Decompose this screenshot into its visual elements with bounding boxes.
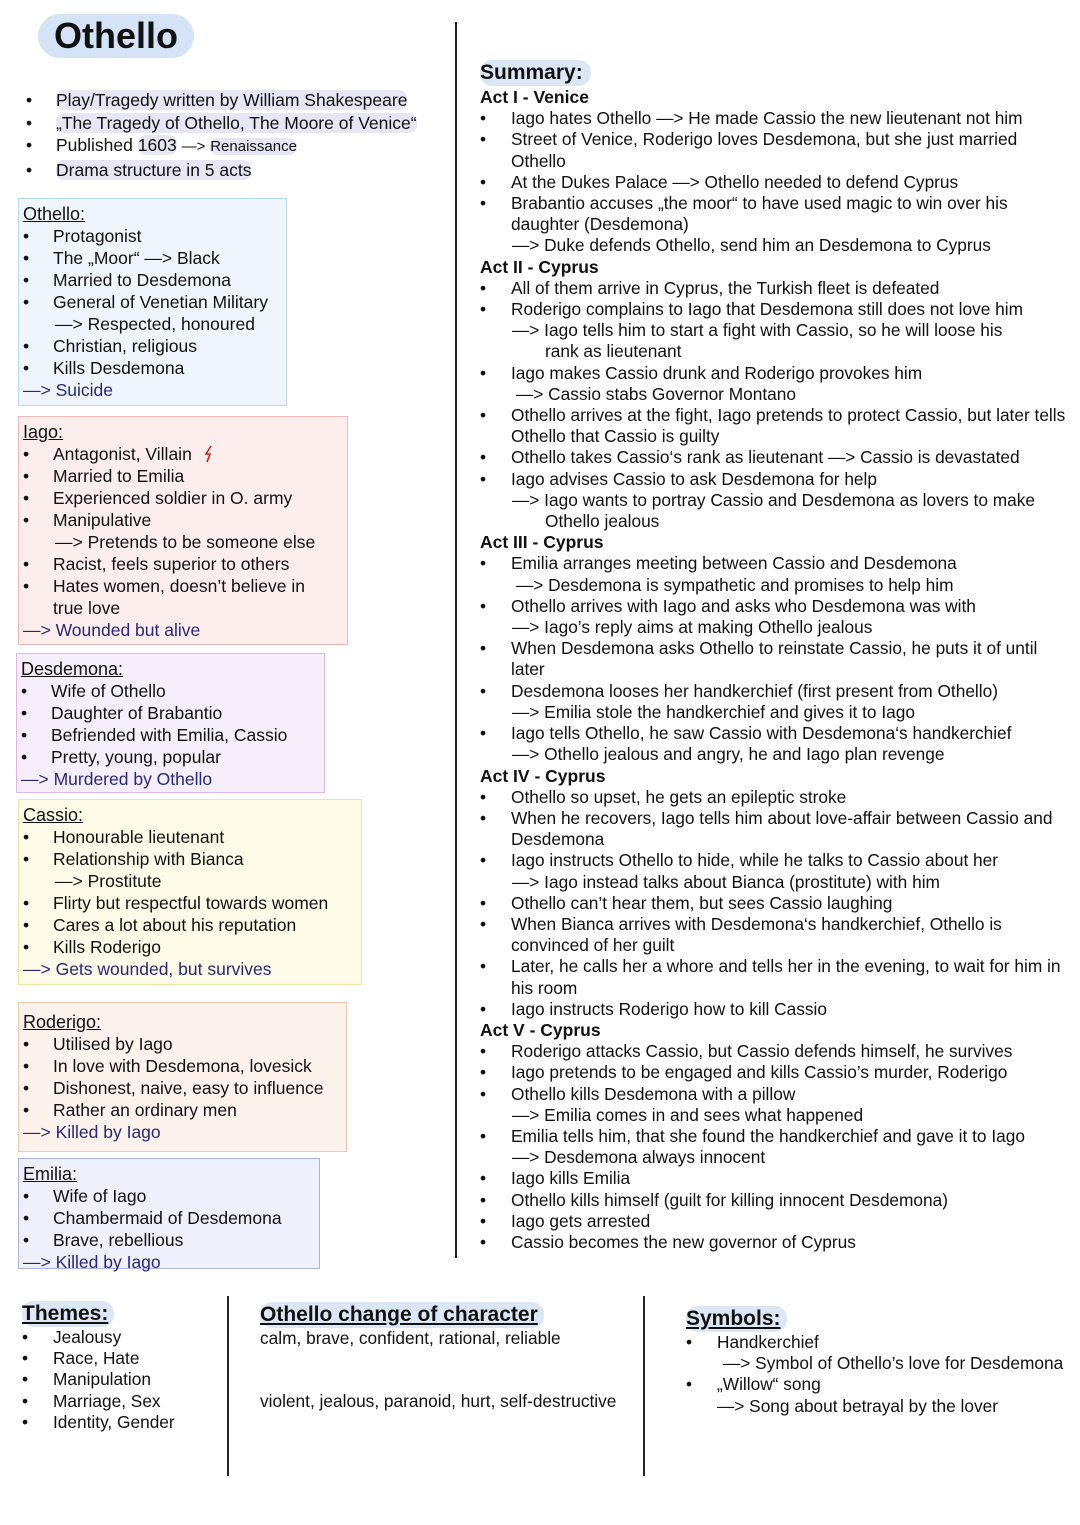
symbols-section: [686, 1306, 1076, 1417]
list-item: • When Desdemona asks Othello to reinstate Cassio, he puts it of until later: [480, 638, 1070, 680]
change-before: calm, brave, confident, rational, reliable: [260, 1328, 561, 1348]
published-label: Published: [56, 135, 133, 155]
list-item: • All of them arrive in Cyprus, the Turkish fleet is defeated: [480, 278, 1070, 299]
list-item: • Married to Emilia: [23, 465, 343, 487]
character-fate: —> Gets wounded, but survives: [23, 959, 272, 979]
list-item: • Racist, feels superior to others: [23, 553, 343, 575]
list-item: • Rather an ordinary men: [23, 1099, 342, 1121]
list-item: • Manipulation: [22, 1369, 222, 1390]
list-item: • Antagonist, Villain: [23, 443, 343, 465]
list-item: • Jealousy: [22, 1327, 222, 1348]
list-item: • Iago pretends to be engaged and kills Cassio’s murder, Roderigo: [480, 1062, 1070, 1083]
list-item: • Othello arrives at the fight, Iago pretends to protect Cassio, but later tells Othello that Cassio is guilty: [480, 405, 1070, 447]
list-item: • Honourable lieutenant: [23, 826, 357, 848]
list-item: • Iago instructs Othello to hide, while he talks to Cassio about her: [480, 850, 1070, 871]
list-item: • Iago kills Emilia: [480, 1168, 1070, 1189]
character-name: Roderigo:: [23, 1012, 102, 1032]
list-item: • Emilia arranges meeting between Cassio and Desdemona: [480, 553, 1070, 574]
list-subitem: —> Emilia stole the handkerchief and gives it to Iago: [512, 701, 915, 722]
list-item: • „Willow“ song: [686, 1374, 1076, 1395]
list-subitem: —> Desdemona always innocent: [512, 1147, 766, 1168]
list-item: • Manipulative: [23, 509, 343, 531]
act-title: Act IV - Cyprus: [480, 765, 606, 786]
list-subitem: —> Duke defends Othello, send him an Desdemona to Cyprus: [512, 235, 991, 256]
list-item: • Cares a lot about his reputation: [23, 914, 357, 936]
list-item: • Kills Roderigo: [23, 936, 357, 958]
list-item: • When he recovers, Iago tells him about love-affair between Cassio and Desdemona: [480, 808, 1070, 850]
list-item: • Brave, rebellious: [23, 1229, 315, 1251]
list-item: • Wife of Othello: [21, 680, 320, 702]
character-card-othello: [18, 198, 287, 406]
change-section: [260, 1302, 640, 1412]
list-item: • Play/Tragedy written by William Shakespeare: [26, 89, 446, 112]
list-item: • Othello takes Cassio‘s rank as lieutenant —> Cassio is devastated: [480, 447, 1070, 468]
list-item: • In love with Desdemona, lovesick: [23, 1055, 342, 1077]
act-title: Act V - Cyprus: [480, 1019, 601, 1040]
list-item: • Race, Hate: [22, 1348, 222, 1369]
act-title: Act I - Venice: [480, 87, 589, 107]
published-era: Renaissance: [210, 138, 297, 155]
page-title: Othello: [38, 14, 194, 58]
list-item: • Pretty, young, popular: [21, 746, 320, 768]
list-item: • Flirty but respectful towards women: [23, 892, 357, 914]
list-item: • Othello kills Desdemona with a pillow: [480, 1084, 1070, 1105]
list-item: • Identity, Gender: [22, 1412, 222, 1433]
list-subitem: —> Symbol of Othello’s love for Desdemona: [723, 1353, 1064, 1374]
character-fate: —> Killed by Iago: [23, 1252, 161, 1272]
symbols-heading: Symbols:: [686, 1306, 787, 1332]
character-fate: —> Wounded but alive: [23, 620, 201, 640]
list-subitem: rank as lieutenant: [545, 341, 682, 362]
list-item: • Dishonest, naive, easy to influence: [23, 1077, 342, 1099]
list-subitem: —> Iago tells him to start a fight with Cassio, so he will loose his: [512, 320, 1003, 341]
themes-section: [22, 1301, 222, 1433]
list-subitem: —> Iago’s reply aims at making Othello jealous: [512, 617, 873, 638]
list-item: • Marriage, Sex: [22, 1391, 222, 1412]
list-item: • General of Venetian Military: [23, 291, 282, 313]
published-year: 1603: [137, 135, 177, 155]
list-item: • Experienced soldier in O. army: [23, 487, 343, 509]
list-item: • Othello can’t hear them, but sees Cassio laughing: [480, 893, 1070, 914]
list-item: • Brabantio accuses „the moor“ to have used magic to win over his daughter (Desdemona): [480, 193, 1070, 235]
character-name: Iago:: [23, 422, 64, 442]
list-item: • Iago hates Othello —> He made Cassio the new lieutenant not him: [480, 108, 1070, 129]
list-item: • Daughter of Brabantio: [21, 702, 320, 724]
list-item: • Chambermaid of Desdemona: [23, 1207, 315, 1229]
list-subitem: —> Pretends to be someone else: [55, 532, 316, 552]
list-item: • Iago advises Cassio to ask Desdemona for help: [480, 469, 1070, 490]
summary-heading: Summary:: [480, 60, 591, 86]
character-name: Othello:: [23, 204, 86, 224]
list-item: • Drama structure in 5 acts: [26, 159, 446, 182]
character-card-emilia: [18, 1158, 320, 1272]
list-item: • The „Moor“ —> Black: [23, 247, 282, 269]
column-divider: [227, 1296, 229, 1476]
character-card-iago: [18, 416, 348, 645]
list-subitem: —> Cassio stabs Governor Montano: [516, 383, 796, 404]
list-item: • „The Tragedy of Othello, The Moore of Venice“: [26, 112, 446, 135]
change-heading: Othello change of character: [260, 1302, 544, 1328]
character-fate: —> Murdered by Othello: [21, 769, 213, 789]
act-title: Act II - Cyprus: [480, 256, 599, 277]
list-subitem: Othello jealous: [545, 511, 660, 532]
list-item: • Hates women, doesn’t believe in: [23, 575, 343, 597]
list-subitem: —> Prostitute: [55, 871, 162, 891]
summary-section: [480, 60, 1070, 1253]
list-subitem: —> Iago wants to portray Cassio and Desdemona as lovers to make: [512, 489, 1036, 510]
character-name: Desdemona:: [21, 659, 124, 679]
intro-list: [26, 89, 446, 181]
list-item: • Othello arrives with Iago and asks who Desdemona was with: [480, 596, 1070, 617]
act-title: Act III - Cyprus: [480, 532, 604, 553]
character-name: Cassio:: [23, 805, 84, 825]
character-card-desdemona: [16, 653, 325, 793]
list-item: • Street of Venice, Roderigo loves Desdemona, but she just married Othello: [480, 129, 1070, 171]
list-item: • Later, he calls her a whore and tells her in the evening, to wait for him in his room: [480, 956, 1070, 998]
list-item: • Roderigo attacks Cassio, but Cassio defends himself, he survives: [480, 1041, 1070, 1062]
list-item: • Wife of Iago: [23, 1185, 315, 1207]
list-item: • Befriended with Emilia, Cassio: [21, 724, 320, 746]
column-divider: [643, 1296, 645, 1476]
character-card-roderigo: [18, 1002, 347, 1152]
list-item: • Kills Desdemona: [23, 357, 282, 379]
lightning-icon: [203, 445, 215, 463]
list-item: • At the Dukes Palace —> Othello needed to defend Cyprus: [480, 172, 1070, 193]
list-item: • Iago tells Othello, he saw Cassio with Desdemona‘s handkerchief: [480, 723, 1070, 744]
change-after: violent, jealous, paranoid, hurt, self-destructive: [260, 1391, 617, 1412]
list-item-continuation: true love: [53, 598, 121, 618]
list-item: • Cassio becomes the new governor of Cyprus: [480, 1232, 1070, 1253]
list-item: • Iago makes Cassio drunk and Roderigo provokes him: [480, 363, 1070, 384]
list-item: • Handkerchief: [686, 1332, 1076, 1353]
list-subitem: —> Emilia comes in and sees what happened: [512, 1104, 864, 1125]
list-item: • Othello kills himself (guilt for killing innocent Desdemona): [480, 1190, 1070, 1211]
list-item: • Desdemona looses her handkerchief (first present from Othello): [480, 681, 1070, 702]
character-card-cassio: [18, 799, 362, 985]
list-item: • Published 1603 —> Renaissance: [26, 134, 446, 159]
character-fate: —> Killed by Iago: [23, 1122, 161, 1142]
list-item: • Roderigo complains to Iago that Desdemona still does not love him: [480, 299, 1070, 320]
list-item: • Emilia tells him, that she found the handkerchief and gave it to Iago: [480, 1126, 1070, 1147]
list-subitem: —> Othello jealous and angry, he and Iago plan revenge: [512, 744, 945, 765]
character-name: Emilia:: [23, 1164, 78, 1184]
list-item: • Iago instructs Roderigo how to kill Cassio: [480, 999, 1070, 1020]
list-item: • Othello so upset, he gets an epileptic stroke: [480, 787, 1070, 808]
list-item: • Relationship with Bianca: [23, 848, 357, 870]
list-subitem: —> Desdemona is sympathetic and promises to help him: [516, 574, 954, 595]
list-item: • Christian, religious: [23, 335, 282, 357]
list-subitem: —> Iago instead talks about Bianca (prostitute) with him: [512, 871, 940, 892]
list-item: • Iago gets arrested: [480, 1211, 1070, 1232]
list-subitem: —> Respected, honoured: [55, 314, 255, 334]
themes-heading: Themes:: [22, 1301, 114, 1327]
column-divider: [455, 22, 457, 1258]
list-item: • Married to Desdemona: [23, 269, 282, 291]
list-subitem: —> Song about betrayal by the lover: [717, 1395, 998, 1416]
list-item: • When Bianca arrives with Desdemona‘s handkerchief, Othello is convinced of her guilt: [480, 914, 1070, 956]
character-fate: —> Suicide: [23, 380, 113, 400]
list-item: • Utilised by Iago: [23, 1033, 342, 1055]
list-item: • Protagonist: [23, 225, 282, 247]
